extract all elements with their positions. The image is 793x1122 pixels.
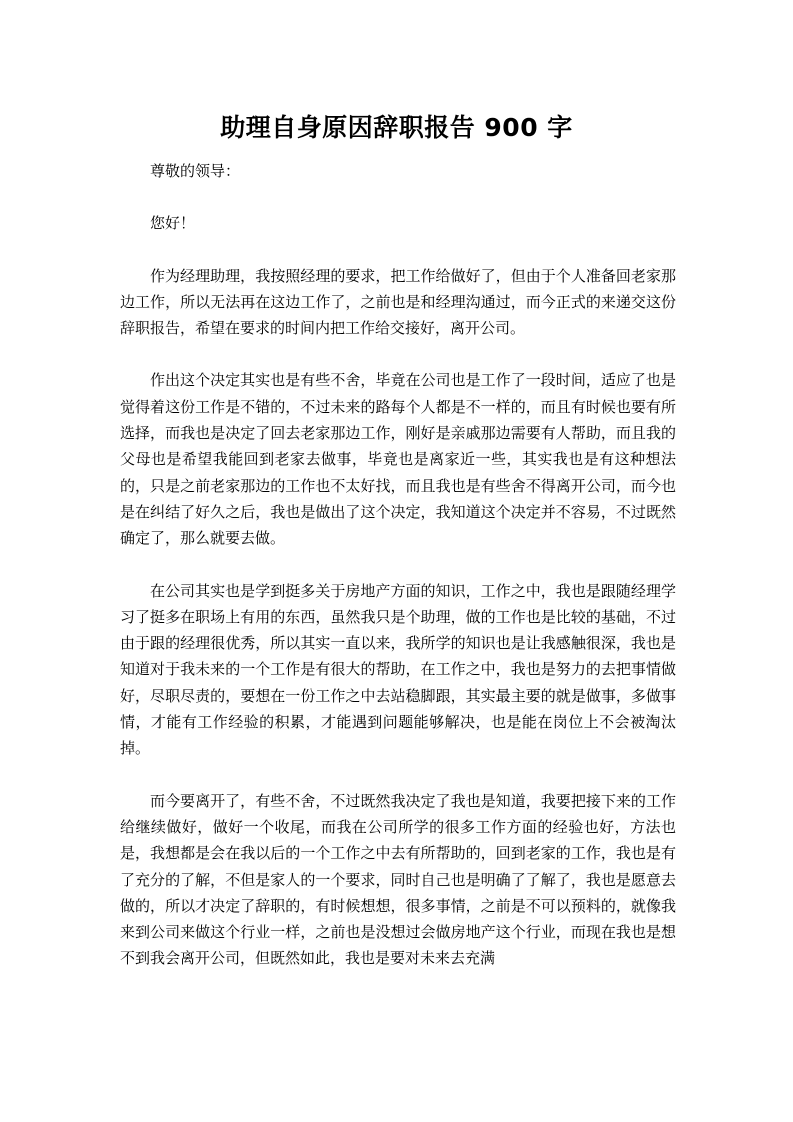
paragraph-farewell: 而今要离开了，有些不舍，不过既然我决定了我也是知道，我要把接下来的工作给继续做好，做好一个收尾，而我在公司所学的很多工作方面的经验也好，方法也是，我想都是会在我以后的一个工作之中去有所帮助的，回到老家的工作，我也是有了充分的了解，不但是家人的一个要求，同时自己也是明确了了解了，我也是愿意去做的，所以才决定了辞职的，有时候想想，很多事情，之前是不可以预料的，就像我来到公司来做这个行业一样，之前也是没想过会做房地产这个行业，而现在我也是想不到我会离开公司，但既然如此，我也是要对未来去充满 <box>120 791 676 968</box>
paragraph-gap <box>120 237 676 263</box>
paragraph-decision: 作出这个决定其实也是有些不舍，毕竟在公司也是工作了一段时间，适应了也是觉得着这份工作是不错的，不过未来的路每个人都是不一样的，而且有时候也要有所选择，而我也是决定了回去老家那边工作，刚好是亲戚那边需要有人帮助，而且我的父母也是希望我能回到老家去做事，毕竟也是离家近一些，其实我也是有这种想法的，只是之前老家那边的工作也不太好找，而且我也是有些舍不得离开公司，而今也是在纠结了好久之后，我也是做出了这个决定，我知道这个决定并不容易，不过既然确定了，那么就要去做。 <box>120 371 676 548</box>
greeting: 您好！ <box>150 214 196 233</box>
paragraph-gap <box>120 341 676 367</box>
paragraph-gap <box>120 184 676 210</box>
document-title: 助理自身原因辞职报告 900 字 <box>220 113 573 142</box>
paragraph-gap <box>120 762 676 788</box>
document-body <box>120 158 676 972</box>
paragraph-gap <box>120 552 676 578</box>
paragraph-intro: 作为经理助理，我按照经理的要求，把工作给做好了，但由于个人准备回老家那边工作，所以无法再在这边工作了，之前也是和经理沟通过，而今正式的来递交这份辞职报告，希望在要求的时间内把工作给交接好，离开公司。 <box>120 266 676 338</box>
paragraph-learning: 在公司其实也是学到挺多关于房地产方面的知识，工作之中，我也是跟随经理学习了挺多在职场上有用的东西，虽然我只是个助理，做的工作也是比较的基础，不过由于跟的经理很优秀，所以其实一直以来，我所学的知识也是让我感触很深，我也是知道对于我未来的一个工作是有很大的帮助，在工作之中，我也是努力的去把事情做好，尽职尽责的，要想在一份工作之中去站稳脚跟，其实最主要的就是做事，多做事情，才能有工作经验的积累，才能遇到问题能够解决，也是能在岗位上不会被淘汰掉。 <box>120 581 676 758</box>
salutation: 尊敬的领导： <box>150 162 241 180</box>
